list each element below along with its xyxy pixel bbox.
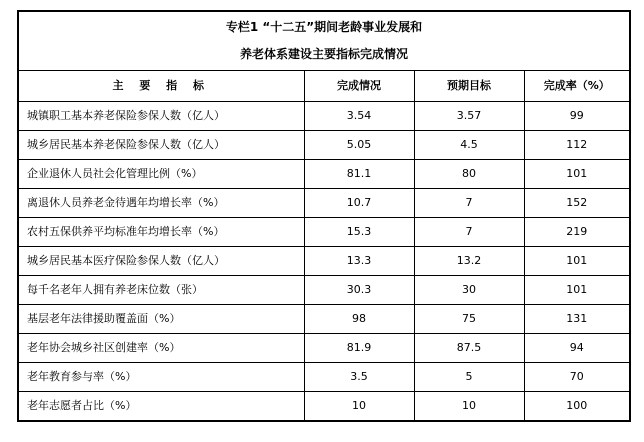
row-indicator: 离退休人员养老金待遇年均增长率（%） <box>18 189 304 218</box>
row-completed: 81.9 <box>304 334 414 363</box>
table-row <box>18 247 630 276</box>
row-rate: 94 <box>524 334 630 363</box>
row-completed: 3.5 <box>304 363 414 392</box>
row-indicator: 城镇职工基本养老保险参保人数（亿人） <box>18 102 304 131</box>
table-row <box>18 131 630 160</box>
row-completed: 3.54 <box>304 102 414 131</box>
row-rate: 101 <box>524 276 630 305</box>
row-rate: 100 <box>524 392 630 422</box>
table-title-line-2: 养老体系建设主要指标完成情况 <box>239 47 408 61</box>
row-target: 10 <box>414 392 524 422</box>
row-indicator: 城乡居民基本养老保险参保人数（亿人） <box>18 131 304 160</box>
row-rate: 219 <box>524 218 630 247</box>
row-target: 3.57 <box>414 102 524 131</box>
row-rate: 101 <box>524 160 630 189</box>
table-row <box>18 218 630 247</box>
row-rate: 99 <box>524 102 630 131</box>
header-rate: 完成率（%） <box>524 71 630 102</box>
row-indicator: 老年志愿者占比（%） <box>18 392 304 422</box>
header-indicator: 主 要 指 标 <box>18 71 304 102</box>
row-indicator: 城乡居民基本医疗保险参保人数（亿人） <box>18 247 304 276</box>
table-row <box>18 392 630 422</box>
header-row <box>18 71 630 102</box>
row-indicator: 老年协会城乡社区创建率（%） <box>18 334 304 363</box>
table-row <box>18 160 630 189</box>
row-rate: 152 <box>524 189 630 218</box>
row-rate: 101 <box>524 247 630 276</box>
row-target: 87.5 <box>414 334 524 363</box>
table-row <box>18 305 630 334</box>
header-target: 预期目标 <box>414 71 524 102</box>
table-title-line-1: 专栏1 “十二五”期间老龄事业发展和 <box>225 20 423 34</box>
row-completed: 10 <box>304 392 414 422</box>
row-completed: 10.7 <box>304 189 414 218</box>
row-target: 13.2 <box>414 247 524 276</box>
row-completed: 98 <box>304 305 414 334</box>
row-target: 30 <box>414 276 524 305</box>
table-row <box>18 363 630 392</box>
row-completed: 5.05 <box>304 131 414 160</box>
row-indicator: 老年教育参与率（%） <box>18 363 304 392</box>
row-target: 7 <box>414 218 524 247</box>
row-indicator: 每千名老年人拥有养老床位数（张） <box>18 276 304 305</box>
table-title <box>18 11 630 71</box>
row-target: 75 <box>414 305 524 334</box>
row-target: 7 <box>414 189 524 218</box>
header-completed: 完成情况 <box>304 71 414 102</box>
row-indicator: 基层老年法律援助覆盖面（%） <box>18 305 304 334</box>
row-rate: 112 <box>524 131 630 160</box>
row-completed: 13.3 <box>304 247 414 276</box>
row-completed: 15.3 <box>304 218 414 247</box>
row-target: 4.5 <box>414 131 524 160</box>
indicator-table <box>17 10 631 422</box>
table-row <box>18 276 630 305</box>
row-target: 5 <box>414 363 524 392</box>
table-row <box>18 102 630 131</box>
row-completed: 81.1 <box>304 160 414 189</box>
row-rate: 131 <box>524 305 630 334</box>
row-indicator: 农村五保供养平均标准年均增长率（%） <box>18 218 304 247</box>
row-completed: 30.3 <box>304 276 414 305</box>
row-rate: 70 <box>524 363 630 392</box>
indicator-table-container <box>17 10 629 422</box>
table-row <box>18 334 630 363</box>
row-indicator: 企业退休人员社会化管理比例（%） <box>18 160 304 189</box>
row-target: 80 <box>414 160 524 189</box>
table-row <box>18 189 630 218</box>
